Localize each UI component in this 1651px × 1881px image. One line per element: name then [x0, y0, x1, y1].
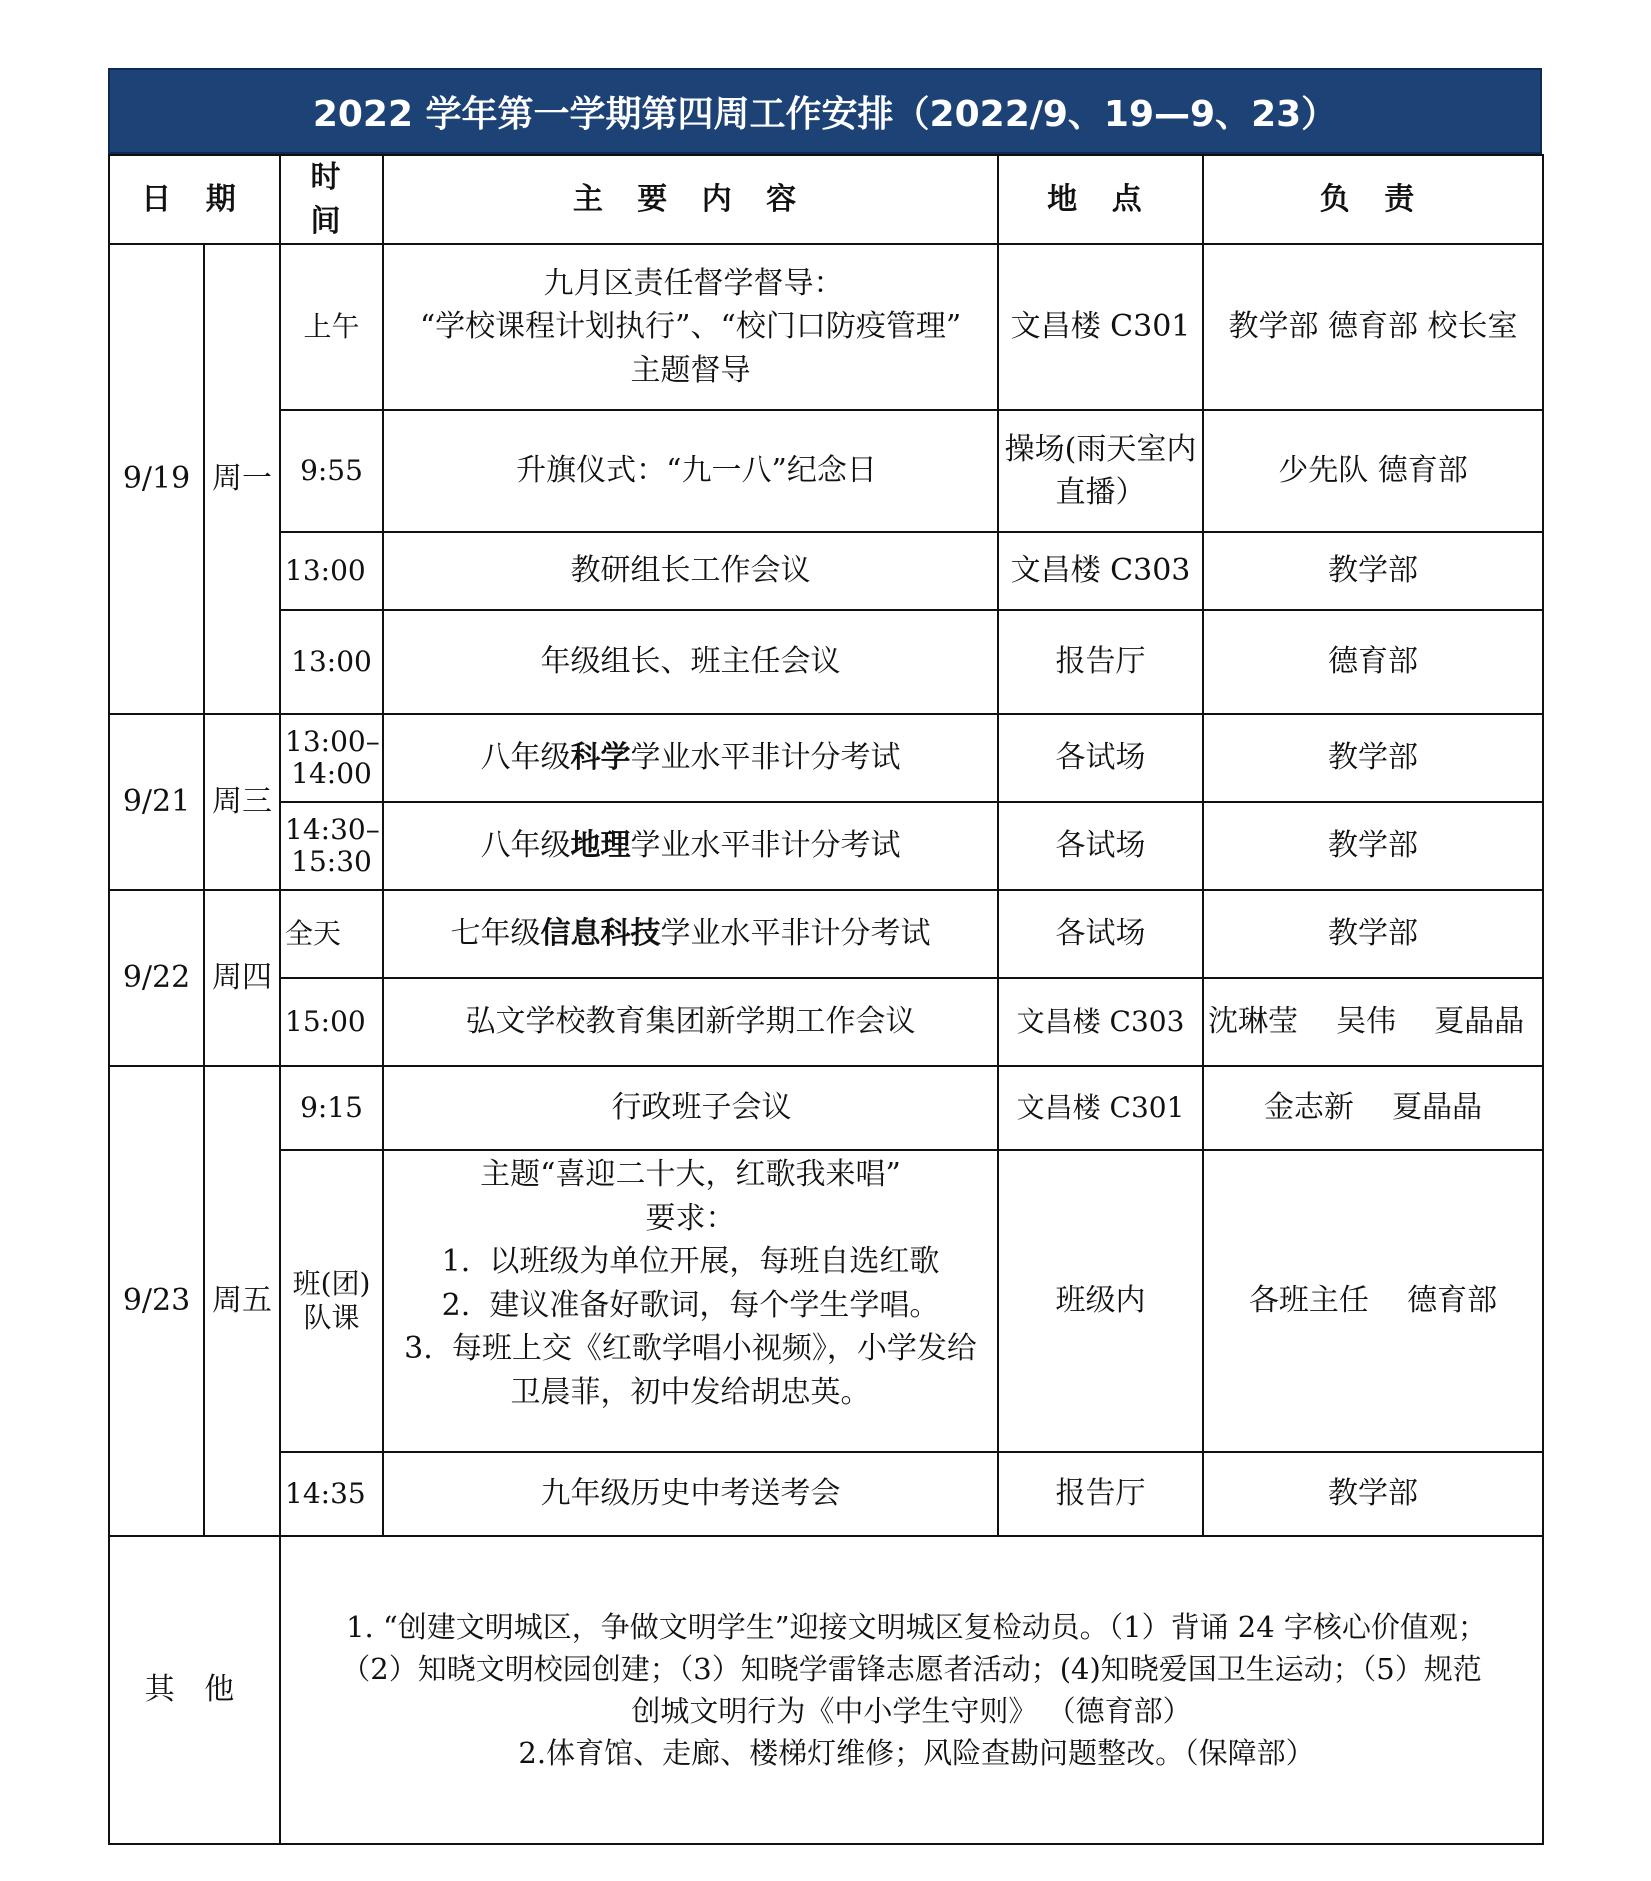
- content-cell: 行政班子会议: [383, 1066, 998, 1150]
- content-cell: 年级组长、班主任会议: [383, 610, 998, 714]
- content-subject: 地理: [570, 828, 631, 864]
- others-row: [109, 1536, 1543, 1844]
- place-cell: 各试场: [998, 890, 1203, 978]
- others-content: [280, 1536, 1543, 1844]
- content-line: 卫晨菲，初中发给胡忠英。: [510, 1374, 871, 1410]
- table-row: [109, 1150, 1543, 1452]
- charge-cell: 教学部: [1203, 1452, 1543, 1536]
- others-line: 2.体育馆、走廊、楼梯灯维修；风险查勘问题整改。（保障部）: [518, 1736, 1315, 1771]
- weekday-cell: 周一: [204, 244, 280, 714]
- charge-cell: 教学部: [1203, 532, 1543, 610]
- time-cell: 13:00–14:00: [280, 714, 383, 802]
- date-cell: 9/23: [109, 1066, 204, 1536]
- content-cell: [383, 802, 998, 890]
- header-charge: 负 责: [1203, 155, 1543, 244]
- charge-cell: 各班主任 德育部: [1203, 1150, 1543, 1452]
- content-cell: [383, 244, 998, 410]
- weekday-cell: 周四: [204, 890, 280, 1066]
- content-line: “学校课程计划执行”、“校门口防疫管理”: [419, 309, 962, 345]
- content-cell: [383, 890, 998, 978]
- place-cell: 文昌楼 C301: [998, 1066, 1203, 1150]
- table-row: [109, 1066, 1543, 1150]
- charge-cell: 少先队 德育部: [1203, 410, 1543, 532]
- time-cell: 全天: [280, 890, 383, 978]
- content-pre: 八年级: [480, 740, 571, 776]
- content-cell: 弘文学校教育集团新学期工作会议: [383, 978, 998, 1066]
- header-row: [109, 155, 1543, 244]
- table-row: [109, 610, 1543, 714]
- table-row: [109, 714, 1543, 802]
- table-row: [109, 890, 1543, 978]
- table-row: [109, 978, 1543, 1066]
- others-label: 其 他: [109, 1536, 280, 1844]
- content-pre: 七年级: [450, 916, 541, 952]
- header-time: 时 间: [280, 155, 383, 244]
- table-row: [109, 410, 1543, 532]
- charge-cell: 教学部: [1203, 714, 1543, 802]
- content-line: 要求：: [645, 1200, 736, 1236]
- content-cell: 教研组长工作会议: [383, 532, 998, 610]
- table-row: [109, 532, 1543, 610]
- charge-cell: 教学部: [1203, 802, 1543, 890]
- time-cell: 15:00: [280, 978, 383, 1066]
- date-cell: 9/22: [109, 890, 204, 1066]
- charge-cell: 金志新 夏晶晶: [1203, 1066, 1543, 1150]
- time-cell: 上午: [280, 244, 383, 410]
- content-cell: 升旗仪式：“九一八”纪念日: [383, 410, 998, 532]
- place-cell: 文昌楼 C303: [998, 532, 1203, 610]
- schedule-table: [108, 154, 1544, 1845]
- content-cell: 九年级历史中考送考会: [383, 1452, 998, 1536]
- content-line: 主题督导: [630, 352, 751, 388]
- others-line: 创城文明行为《中小学生守则》 （德育部）: [631, 1694, 1192, 1728]
- others-line: 1. “创建文明城区，争做文明学生”迎接文明城区复检动员。（1）背诵 24 字核心价值观；: [346, 1609, 1487, 1644]
- content-pre: 八年级: [480, 828, 571, 864]
- content-cell: [383, 1150, 998, 1452]
- place-cell: 文昌楼 C301: [998, 244, 1203, 410]
- charge-cell: 教学部 德育部 校长室: [1203, 244, 1543, 410]
- table-row: [109, 802, 1543, 890]
- weekday-cell: 周三: [204, 714, 280, 890]
- others-line: （2）知晓文明校园创建；（3）知晓学雷锋志愿者活动；(4)知晓爱国卫生运动；（5）规范: [341, 1651, 1482, 1686]
- place-cell: 文昌楼 C303: [998, 978, 1203, 1066]
- time-cell: 班(团)队课: [280, 1150, 383, 1452]
- schedule-title: 2022 学年第一学期第四周工作安排（2022/9、19—9、23）: [108, 68, 1542, 154]
- charge-cell: 德育部: [1203, 610, 1543, 714]
- content-post: 学业水平非计分考试: [630, 828, 901, 864]
- time-cell: 14:35: [280, 1452, 383, 1536]
- header-place: 地 点: [998, 155, 1203, 244]
- content-line: 3. 每班上交《红歌学唱小视频》，小学发给: [404, 1331, 977, 1366]
- table-row: [109, 1452, 1543, 1536]
- time-cell: 9:15: [280, 1066, 383, 1150]
- table-row: [109, 244, 1543, 410]
- time-cell: 14:30–15:30: [280, 802, 383, 890]
- content-subject: 信息科技: [540, 916, 661, 952]
- place-cell: 报告厅: [998, 610, 1203, 714]
- header-date: 日 期: [109, 155, 280, 244]
- place-cell: 班级内: [998, 1150, 1203, 1452]
- content-subject: 科学: [570, 740, 631, 776]
- place-cell: 各试场: [998, 802, 1203, 890]
- content-line: 2. 建议准备好歌词，每个学生学唱。: [441, 1287, 940, 1323]
- content-line: 九月区责任督学督导：: [543, 265, 844, 301]
- charge-cell: 沈琳莹 吴伟 夏晶晶: [1203, 978, 1543, 1066]
- weekday-cell: 周五: [204, 1066, 280, 1536]
- time-cell: 13:00: [280, 532, 383, 610]
- content-post: 学业水平非计分考试: [630, 740, 901, 776]
- content-line: 1. 以班级为单位开展，每班自选红歌: [441, 1244, 940, 1279]
- charge-cell: 教学部: [1203, 890, 1543, 978]
- content-post: 学业水平非计分考试: [660, 916, 931, 952]
- place-cell: 各试场: [998, 714, 1203, 802]
- date-cell: 9/19: [109, 244, 204, 714]
- place-cell: 操场(雨天室内直播）: [998, 410, 1203, 532]
- content-line: 主题“喜迎二十大，红歌我来唱”: [480, 1157, 901, 1192]
- date-cell: 9/21: [109, 714, 204, 890]
- schedule-sheet: [108, 68, 1542, 1845]
- content-cell: [383, 714, 998, 802]
- place-cell: 报告厅: [998, 1452, 1203, 1536]
- time-cell: 13:00: [280, 610, 383, 714]
- header-content: 主 要 内 容: [383, 155, 998, 244]
- time-cell: 9:55: [280, 410, 383, 532]
